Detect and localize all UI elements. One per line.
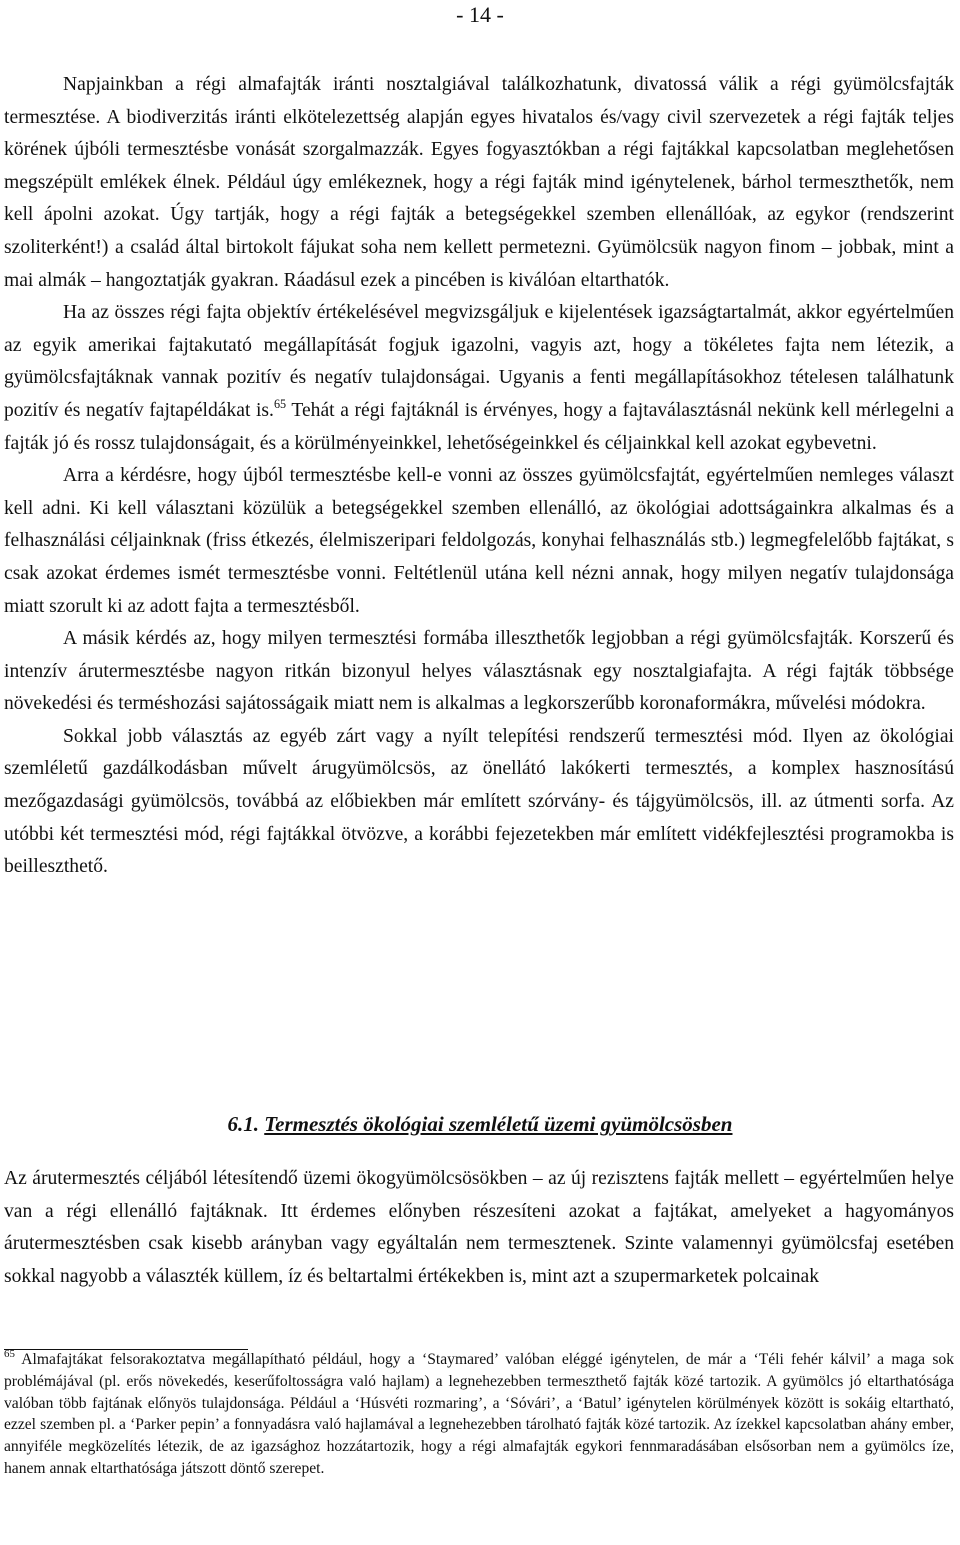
- paragraph-text: Tehát a régi fajtáknál is érvényes, hogy a fajtaválasztásnál nekünk kell mérlegelni a fajták jó és rossz tulajdonságait, és a körülményeinkkel, lehetőségeinkkel és céljainkkal kell azokat egybevetni.: [4, 399, 954, 454]
- paragraph: Az árutermesztés céljából létesítendő üzemi ökogyümölcsösökben – az új rezisztens fajták mellett – egyértelműen helye van a régi ellenálló fajtáknak. Itt érdemes előnyben részesíteni azokat a fajtákat, amelyeket a hagyományos árutermesztésben csak kisebb arányban vagy egyáltalán nem termesztenek. Szinte valamennyi gyümölcsfaj esetében sokkal nagyobb a választék küllem, íz és beltartalmi értékekben is, mint azt a szupermarketek polcainak: [4, 1168, 954, 1287]
- paragraph-text: Ha az összes régi fajta objektív értékelésével megvizsgáljuk e kijelentések igazságtartalmát, akkor egyértelműen az egyik amerikai fajtakutató megállapítását fogjuk igazolni, vagyis azt, hogy a tökéletes fajta nem létezik, a gyümölcsfajtáknak vannak pozitív és negatív tulajdonságai. Ugyanis a fenti megállapításokhoz tételesen találhatunk pozitív és negatív fajtapéldákat is.: [4, 302, 954, 421]
- paragraph: A másik kérdés az, hogy milyen termesztési formába illeszthetők legjobban a régi gyümölcsfajták. Korszerű és intenzív árutermesztésbe nagyon ritkán bizonyul helyes választásnak egy nosztalgiafajta. A régi fajták többsége növekedési és terméshozási sajátosságaik miatt nem is alkalmas a legkorszerűbb koronaformákra, művelési módokra.: [4, 628, 954, 715]
- section-title: Termesztés ökológiai szemléletű üzemi gyümölcsösben: [264, 1112, 733, 1136]
- footnote-body: Almafajtákat felsorakoztatva megállapítható például, hogy a ‘Staymared’ valóban eléggé igénytelen, de már a ‘Téli fehér kálvil’ a maga sok problémájával (pl. erős növekedés, keserűfoltosságra való hajlam) a legnehezebben termeszthető fajták közé tartozik. A gyümölcs jó eltarthatósága valóban több fajtának előnyös tulajdonsága. Például a ‘Húsvéti rozmaring’, a ‘Sóvári’, a ‘Batul’ igénytelen körülmények között is sokáig eltartható, ezzel szemben pl. a ‘Parker pepin’ a fonnyadásra való hajlamával a legnehezebben tárolható fajták közé tartozik. Az ízekkel kapcsolatban ahány ember, annyiféle megközelítés létezik, de az igazsághoz hozzátartozik, hogy a régi almafajták egykori fennmaradásában elsősorban nem a gyümölcs íze, hanem annak eltarthatósága játszott döntő szerepet.: [4, 1351, 954, 1477]
- footnote: [4, 1349, 954, 1480]
- section-heading: [0, 1104, 960, 1144]
- footnote-reference[interactable]: 65: [273, 397, 287, 412]
- paragraph: [4, 297, 954, 460]
- footnote-mark: 65: [4, 1347, 15, 1360]
- paragraph: Arra a kérdésre, hogy újból termesztésbe kell-e vonni az összes gyümölcsfajtát, egyértelműen nemleges választ kell adni. Ki kell választani közülük a betegségekkel szemben ellenálló, az ökológiai adottságainkra alkalmas és a felhasználási céljainknak (friss étkezés, élelmiszeripari feldolgozás, konyhai felhasználás stb.) legmegfelelőbb fajtákat, s csak azokat érdemes ismét termesztésbe vonni. Feltétlenül utána kell nézni annak, hogy milyen negatív tulajdonsága miatt szorult ki az adott fajta a termesztésből.: [4, 465, 954, 617]
- section-text: [4, 1163, 954, 1293]
- paragraph: Sokkal jobb választás az egyéb zárt vagy a nyílt telepítési rendszerű termesztési mód. Ilyen az ökológiai szemléletű gazdálkodásban művelt árugyümölcsös, az önellátó lakókerti termesztés, a komplex hasznosítású mezőgazdasági gyümölcsös, továbbá az előbiekben már említett szórvány- és tájgyümölcsös, ill. az útmenti sorfa. Az utóbbi két termesztési mód, régi fajtákkal ötvözve, a korábbi fejezetekben már említett vidékfejlesztési programokba is beilleszthető.: [4, 725, 954, 878]
- page-number: - 14 -: [456, 2, 504, 27]
- paragraph: Napjainkban a régi almafajták iránti nosztalgiával találkozhatunk, divatossá válik a régi gyümölcsfajták termesztése. A biodiverzitás iránti elkötelezettség alapján egyes hivatalos és/vagy civil szervezetek a régi fajták teljes körének újbóli termesztésbe vonását szorgalmazzák. Egyes fogyasztókban a régi fajtákkal kapcsolatban meglehetősen megszépült emlékek élnek. Például úgy emlékeznek, hogy a régi fajták mind igénytelenek, bárhol termeszthetők, nem kell ápolni azokat. Úgy tartják, hogy a régi fajták a betegségekkel szemben ellenállóak, az egykor (rendszerint szoliterként!) a család által birtokolt fájukat soha nem kellett permetezni. Gyümölcsük nagyon finom – jobbak, mint a mai almák – hangoztatják gyakran. Ráadásul ezek a pincében is kiválóan eltarthatók.: [4, 74, 954, 291]
- footnote-text: [4, 1349, 954, 1480]
- main-text: [4, 69, 954, 884]
- section-number: 6.1.: [227, 1112, 259, 1136]
